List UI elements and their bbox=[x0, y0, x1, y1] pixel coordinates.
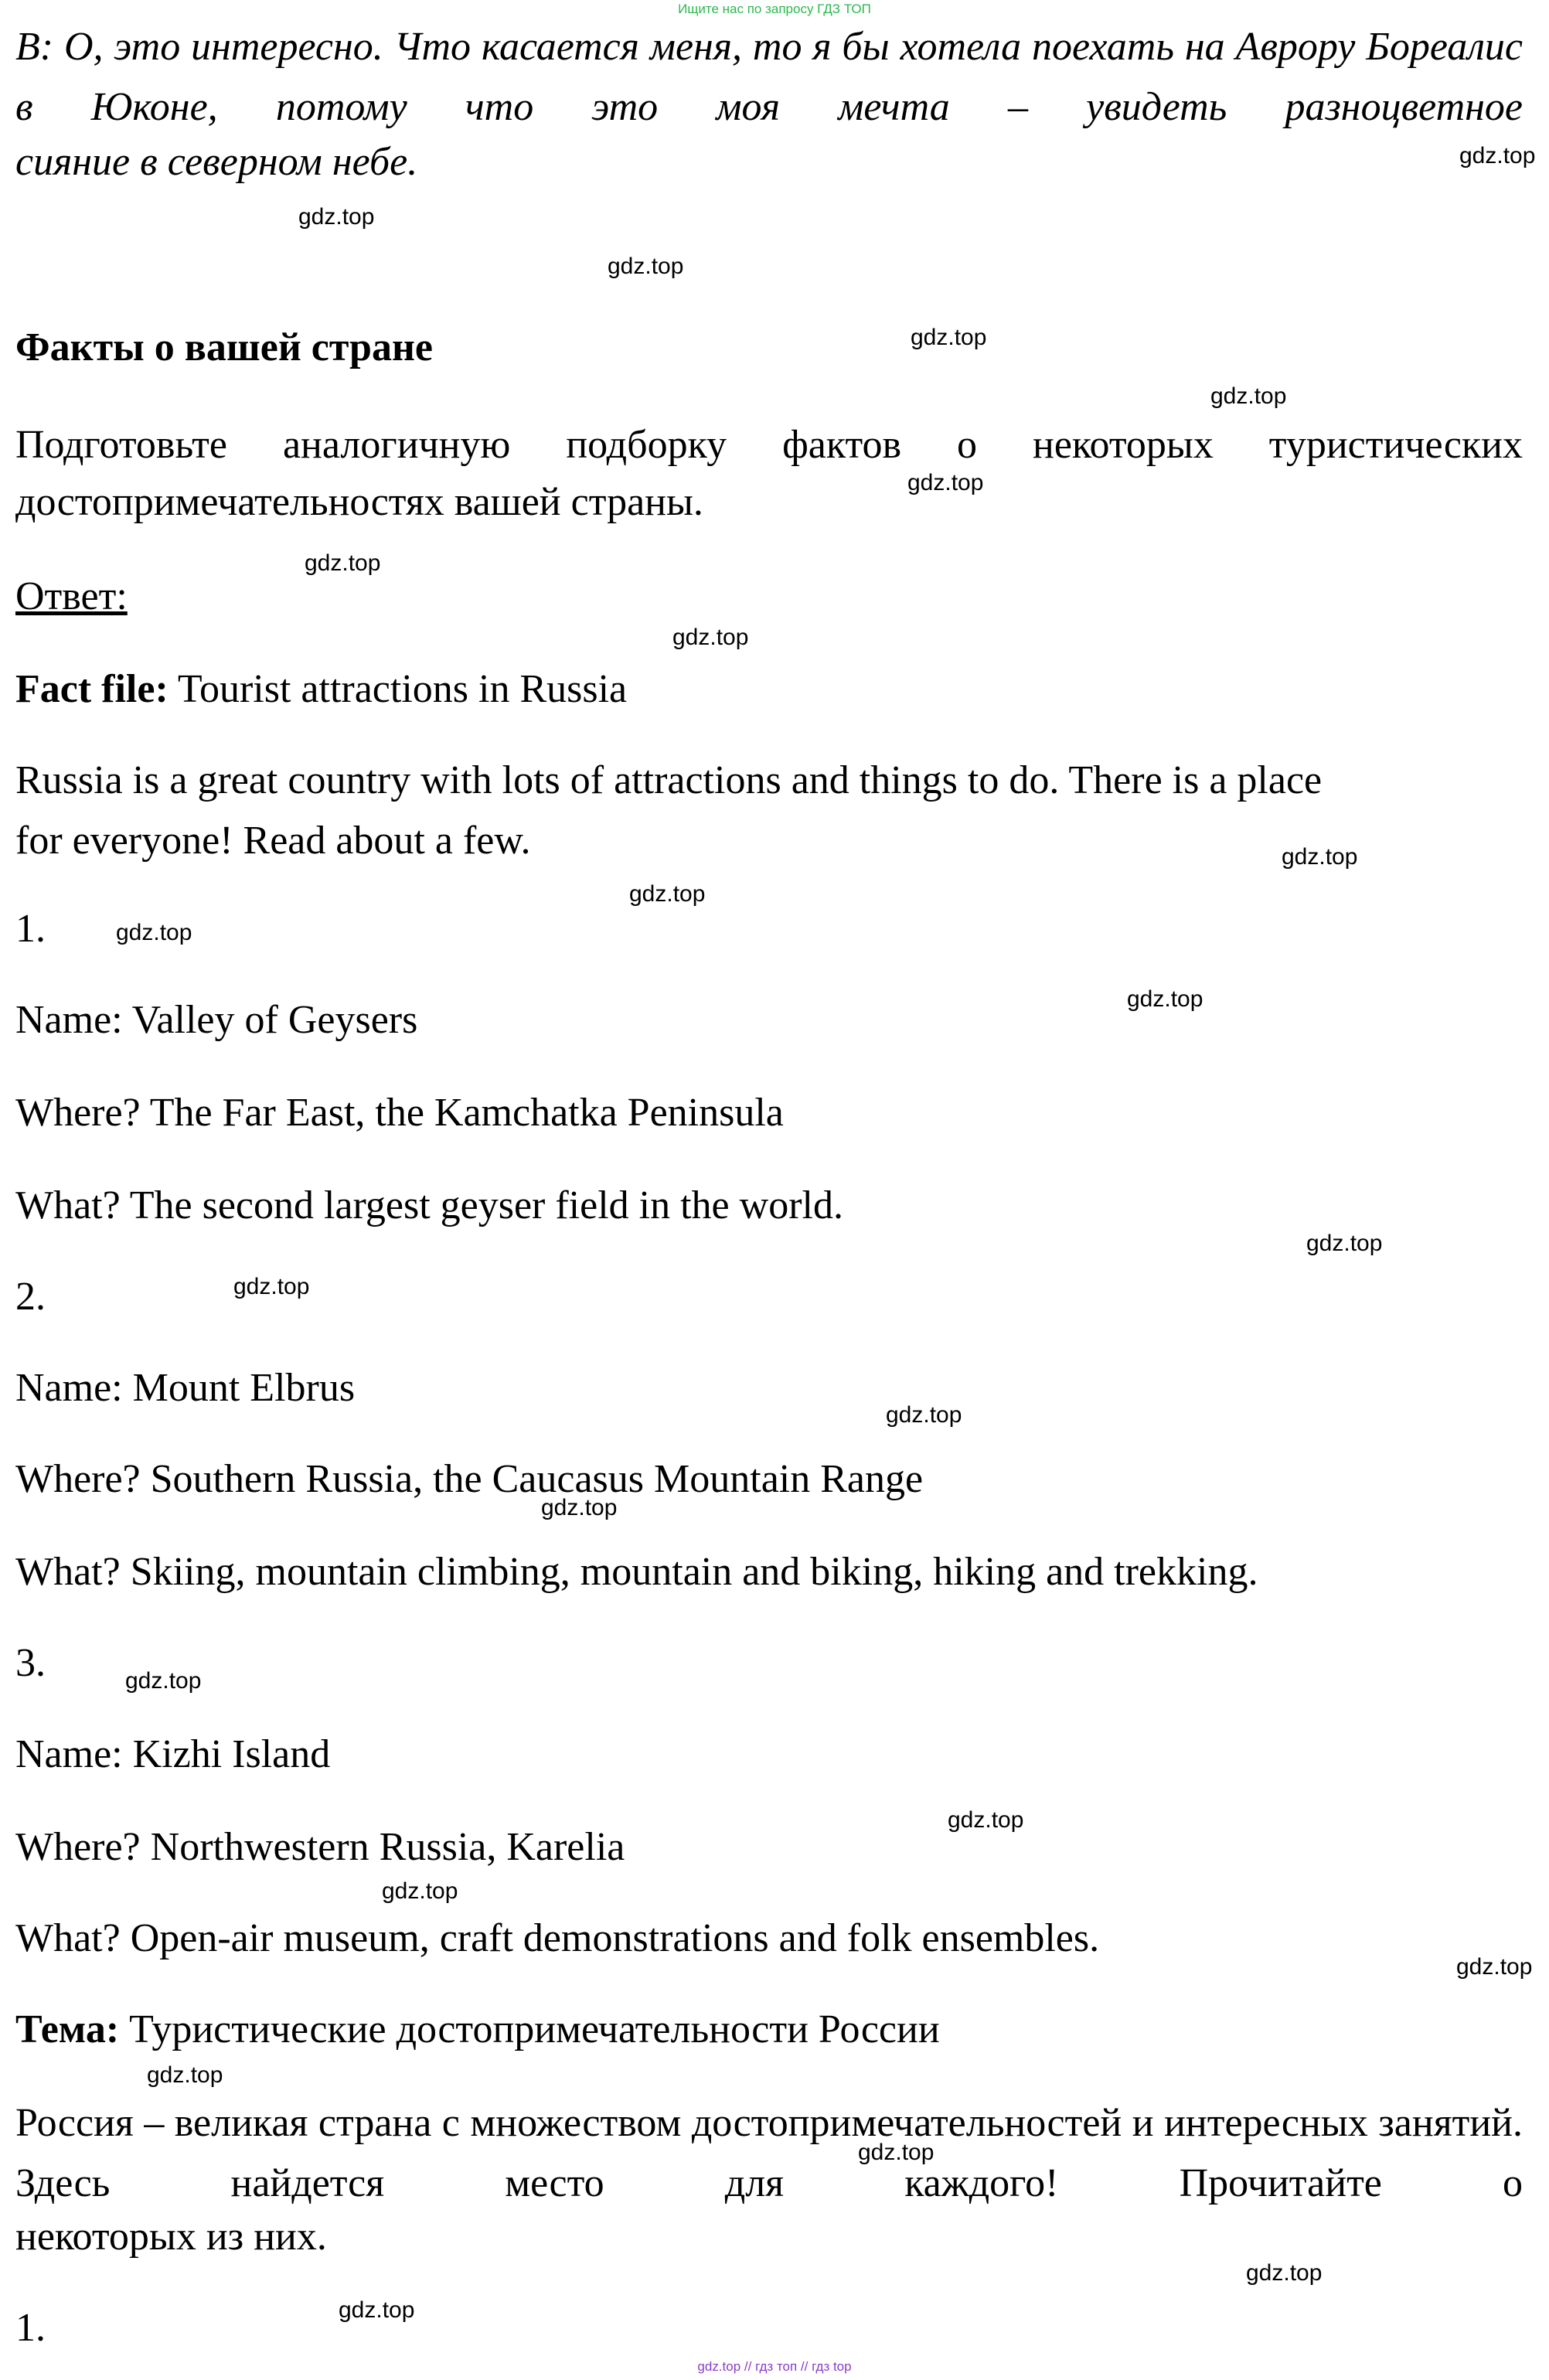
item-3-what: What? Open-air museum, craft demonstrations and folk ensembles. bbox=[15, 1916, 1100, 1960]
translation-label: Тема: bbox=[15, 2007, 120, 2051]
fact-file-title-line bbox=[15, 666, 627, 713]
translation-intro-line-1: Россия – великая страна с множеством достопримечательностей и bbox=[15, 2101, 1154, 2145]
fact-file-label: Fact file: bbox=[15, 667, 169, 711]
watermark: gdz.top bbox=[1306, 1231, 1383, 1256]
item-1-what: What? The second largest geyser field in the world. bbox=[15, 1183, 843, 1227]
watermark: gdz.top bbox=[886, 1402, 962, 1428]
item-3-name: Name: Kizhi Island bbox=[15, 1732, 331, 1776]
watermark: gdz.top bbox=[608, 254, 684, 279]
item-1-name: Name: Valley of Geysers bbox=[15, 998, 418, 1042]
watermark: gdz.top bbox=[147, 2062, 223, 2088]
item-3-where: Where? Northwestern Russia, Karelia bbox=[15, 1825, 625, 1869]
dialogue-line-2: Бореалис в Юконе, потому что это моя мечта – увидеть разноцветное bbox=[15, 25, 1523, 129]
task-line-1-wrap bbox=[15, 415, 1523, 475]
translation-intro-line-2: интересных занятий. Здесь найдется место для каждого! Прочитайте о bbox=[15, 2101, 1523, 2205]
dialogue-paragraph bbox=[15, 17, 1523, 138]
fact-file-title: Tourist attractions in Russia bbox=[168, 667, 628, 711]
bottom-footer: gdz.top // гдз топ // гдз top bbox=[697, 2359, 852, 2374]
translation-intro-line-3: некоторых из них. bbox=[15, 2215, 327, 2259]
item-1-where: Where? The Far East, the Kamchatka Peninsula bbox=[15, 1091, 784, 1135]
watermark: gdz.top bbox=[911, 325, 987, 350]
task-line-1: Подготовьте аналогичную подборку фактов о некоторых туристических bbox=[15, 423, 1523, 467]
item-2-where: Where? Southern Russia, the Caucasus Mountain Range bbox=[15, 1457, 924, 1501]
watermark: gdz.top bbox=[907, 470, 984, 495]
item-2-number: 2. bbox=[15, 1275, 46, 1319]
watermark: gdz.top bbox=[1456, 1954, 1533, 1980]
watermark: gdz.top bbox=[382, 1878, 458, 1904]
watermark: gdz.top bbox=[305, 550, 381, 576]
translation-intro-paragraph bbox=[15, 2093, 1523, 2214]
translation-item-1-number: 1. bbox=[15, 2306, 46, 2350]
watermark: gdz.top bbox=[541, 1495, 618, 1520]
item-2-name: Name: Mount Elbrus bbox=[15, 1366, 356, 1410]
watermark: gdz.top bbox=[1246, 2260, 1323, 2286]
watermark: gdz.top bbox=[298, 204, 375, 230]
watermark: gdz.top bbox=[1282, 844, 1358, 870]
watermark: gdz.top bbox=[858, 2140, 935, 2165]
watermark: gdz.top bbox=[629, 881, 706, 907]
top-banner: Ищите нас по запросу ГДЗ ТОП bbox=[678, 2, 871, 16]
task-line-2: достопримечательностях вашей страны. bbox=[15, 480, 703, 524]
item-1-number: 1. bbox=[15, 907, 46, 951]
watermark: gdz.top bbox=[125, 1668, 202, 1694]
watermark: gdz.top bbox=[339, 2297, 415, 2323]
watermark: gdz.top bbox=[948, 1807, 1024, 1833]
watermark: gdz.top bbox=[1459, 143, 1536, 169]
watermark: gdz.top bbox=[1210, 383, 1287, 409]
item-3-number: 3. bbox=[15, 1641, 46, 1685]
translation-title-line bbox=[15, 2007, 940, 2053]
watermark: gdz.top bbox=[1127, 986, 1203, 1012]
answer-label: Ответ: bbox=[15, 574, 128, 618]
dialogue-line-3: сияние в северном небе. bbox=[15, 140, 418, 184]
fact-file-intro-line-2: for everyone! Read about a few. bbox=[15, 819, 531, 863]
dialogue-line-1: В: О, это интересно. Что касается меня, то я бы хотела поехать на Аврору bbox=[15, 25, 1356, 69]
section-heading: Факты о вашей стране bbox=[15, 325, 434, 369]
watermark: gdz.top bbox=[672, 625, 749, 650]
translation-title: Туристические достопримечательности России bbox=[119, 2007, 940, 2051]
watermark: gdz.top bbox=[233, 1274, 310, 1299]
fact-file-intro-line-1: Russia is a great country with lots of attractions and things to do. There is a place bbox=[15, 758, 1323, 802]
item-2-what: What? Skiing, mountain climbing, mountain and biking, hiking and trekking. bbox=[15, 1550, 1258, 1594]
watermark: gdz.top bbox=[116, 920, 192, 945]
